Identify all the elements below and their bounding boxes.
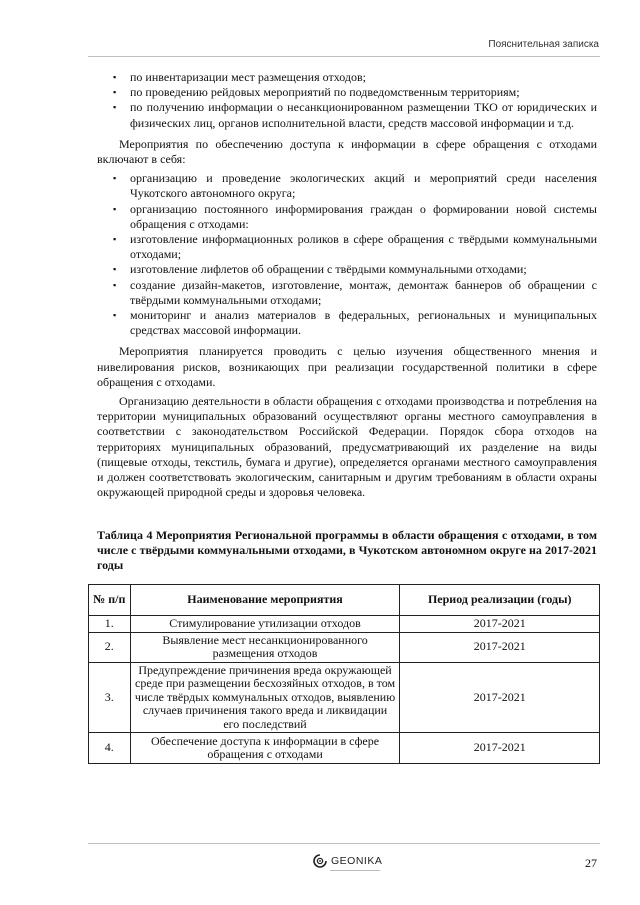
logo-wordmark: GEONIKA	[331, 855, 383, 867]
cell-period: 2017-2021	[400, 632, 600, 662]
bullet-list-access	[97, 171, 597, 338]
col-header-period: Период реализации (годы)	[400, 585, 600, 616]
cell-number: 3.	[89, 662, 131, 733]
cell-number: 1.	[89, 616, 131, 633]
cell-name: Обеспечение доступа к информации в сфере обращения с отходами	[130, 733, 400, 764]
cell-name: Выявление мест несанкционированного размещения отходов	[130, 632, 400, 662]
paragraph-plan: Мероприятия планируется проводить с целью изучения общественного мнения и нивелирования рисков, возникающих при реализации государственной политики в сфере обращения с отходами.	[97, 344, 597, 389]
geonika-logo	[312, 853, 382, 869]
body-text	[97, 70, 597, 500]
list-item: ▪ изготовление лифлетов об обращении с твёрдыми коммунальными отходами;	[97, 262, 597, 277]
table-row	[89, 733, 600, 764]
col-header-name: Наименование мероприятия	[130, 585, 400, 616]
footer-divider	[88, 843, 600, 844]
cell-number: 2.	[89, 632, 131, 662]
cell-name: Стимулирование утилизации отходов	[130, 616, 400, 633]
col-header-number: № п/п	[89, 585, 131, 616]
measures-table	[88, 584, 600, 764]
cell-period: 2017-2021	[400, 616, 600, 633]
cell-period: 2017-2021	[400, 733, 600, 764]
list-item: ▪ по проведению рейдовых мероприятий по подведомственным территориям;	[97, 85, 597, 100]
list-item: ▪ по инвентаризации мест размещения отходов;	[97, 70, 597, 85]
header-divider	[88, 56, 600, 57]
logo-tagline-line	[330, 870, 380, 871]
cell-period: 2017-2021	[400, 662, 600, 733]
list-item: ▪ по получению информации о несанкционированном размещении ТКО от юридических и физических лиц, органов исполнительной власти, средств массовой информации и т.д.	[97, 100, 597, 130]
cell-number: 4.	[89, 733, 131, 764]
table-row	[89, 632, 600, 662]
running-header: Пояснительная записка	[488, 39, 599, 50]
list-item: ▪ изготовление информационных роликов в сфере обращения с твёрдыми коммунальными отходами;	[97, 232, 597, 262]
page-number: 27	[585, 856, 597, 870]
geonika-swirl-icon	[312, 853, 328, 869]
cell-name: Предупреждение причинения вреда окружающей среде при размещении бесхозяйных отходов, в том числе твёрдых коммунальных отходов, выявлению случаев причинения такого вреда и ликвидации его последствий	[130, 662, 400, 733]
table-header-row	[89, 585, 600, 616]
list-item: ▪ организацию и проведение экологических акций и мероприятий среди населения Чукотского автономного округа;	[97, 171, 597, 201]
table-row	[89, 662, 600, 733]
paragraph-access: Мероприятия по обеспечению доступа к информации в сфере обращения с отходами включают в себя:	[97, 136, 597, 167]
list-item: ▪ создание дизайн-макетов, изготовление, монтаж, демонтаж баннеров об обращении с твёрдыми коммунальными отходами;	[97, 278, 597, 308]
bullet-list-inventory	[97, 70, 597, 131]
list-item: ▪ организацию постоянного информирования граждан о формировании новой системы обращения с отходами:	[97, 202, 597, 232]
list-item: ▪ мониторинг и анализ материалов в федеральных, региональных и муниципальных средствах массовой информации.	[97, 308, 597, 338]
table-row	[89, 616, 600, 633]
paragraph-organization: Организацию деятельности в области обращения с отходами производства и потребления на территории муниципальных образований осуществляют органы местного самоуправления в соответствии с законодательством Российской Федерации. Порядок сбора отходов на территориях муниципальных образований, предусматривающий их разделение на виды (пищевые отходы, текстиль, бумага и другие), определяется органами местного самоуправления и должен соответствовать экологическим, санитарным и другим требованиям в области охраны окружающей природной среды и здоровья человека.	[97, 394, 597, 500]
table-caption: Таблица 4 Мероприятия Региональной программы в области обращения с отходами, в том числе с твёрдыми коммунальными отходами, в Чукотском автономном округе на 2017-2021 годы	[97, 528, 597, 572]
